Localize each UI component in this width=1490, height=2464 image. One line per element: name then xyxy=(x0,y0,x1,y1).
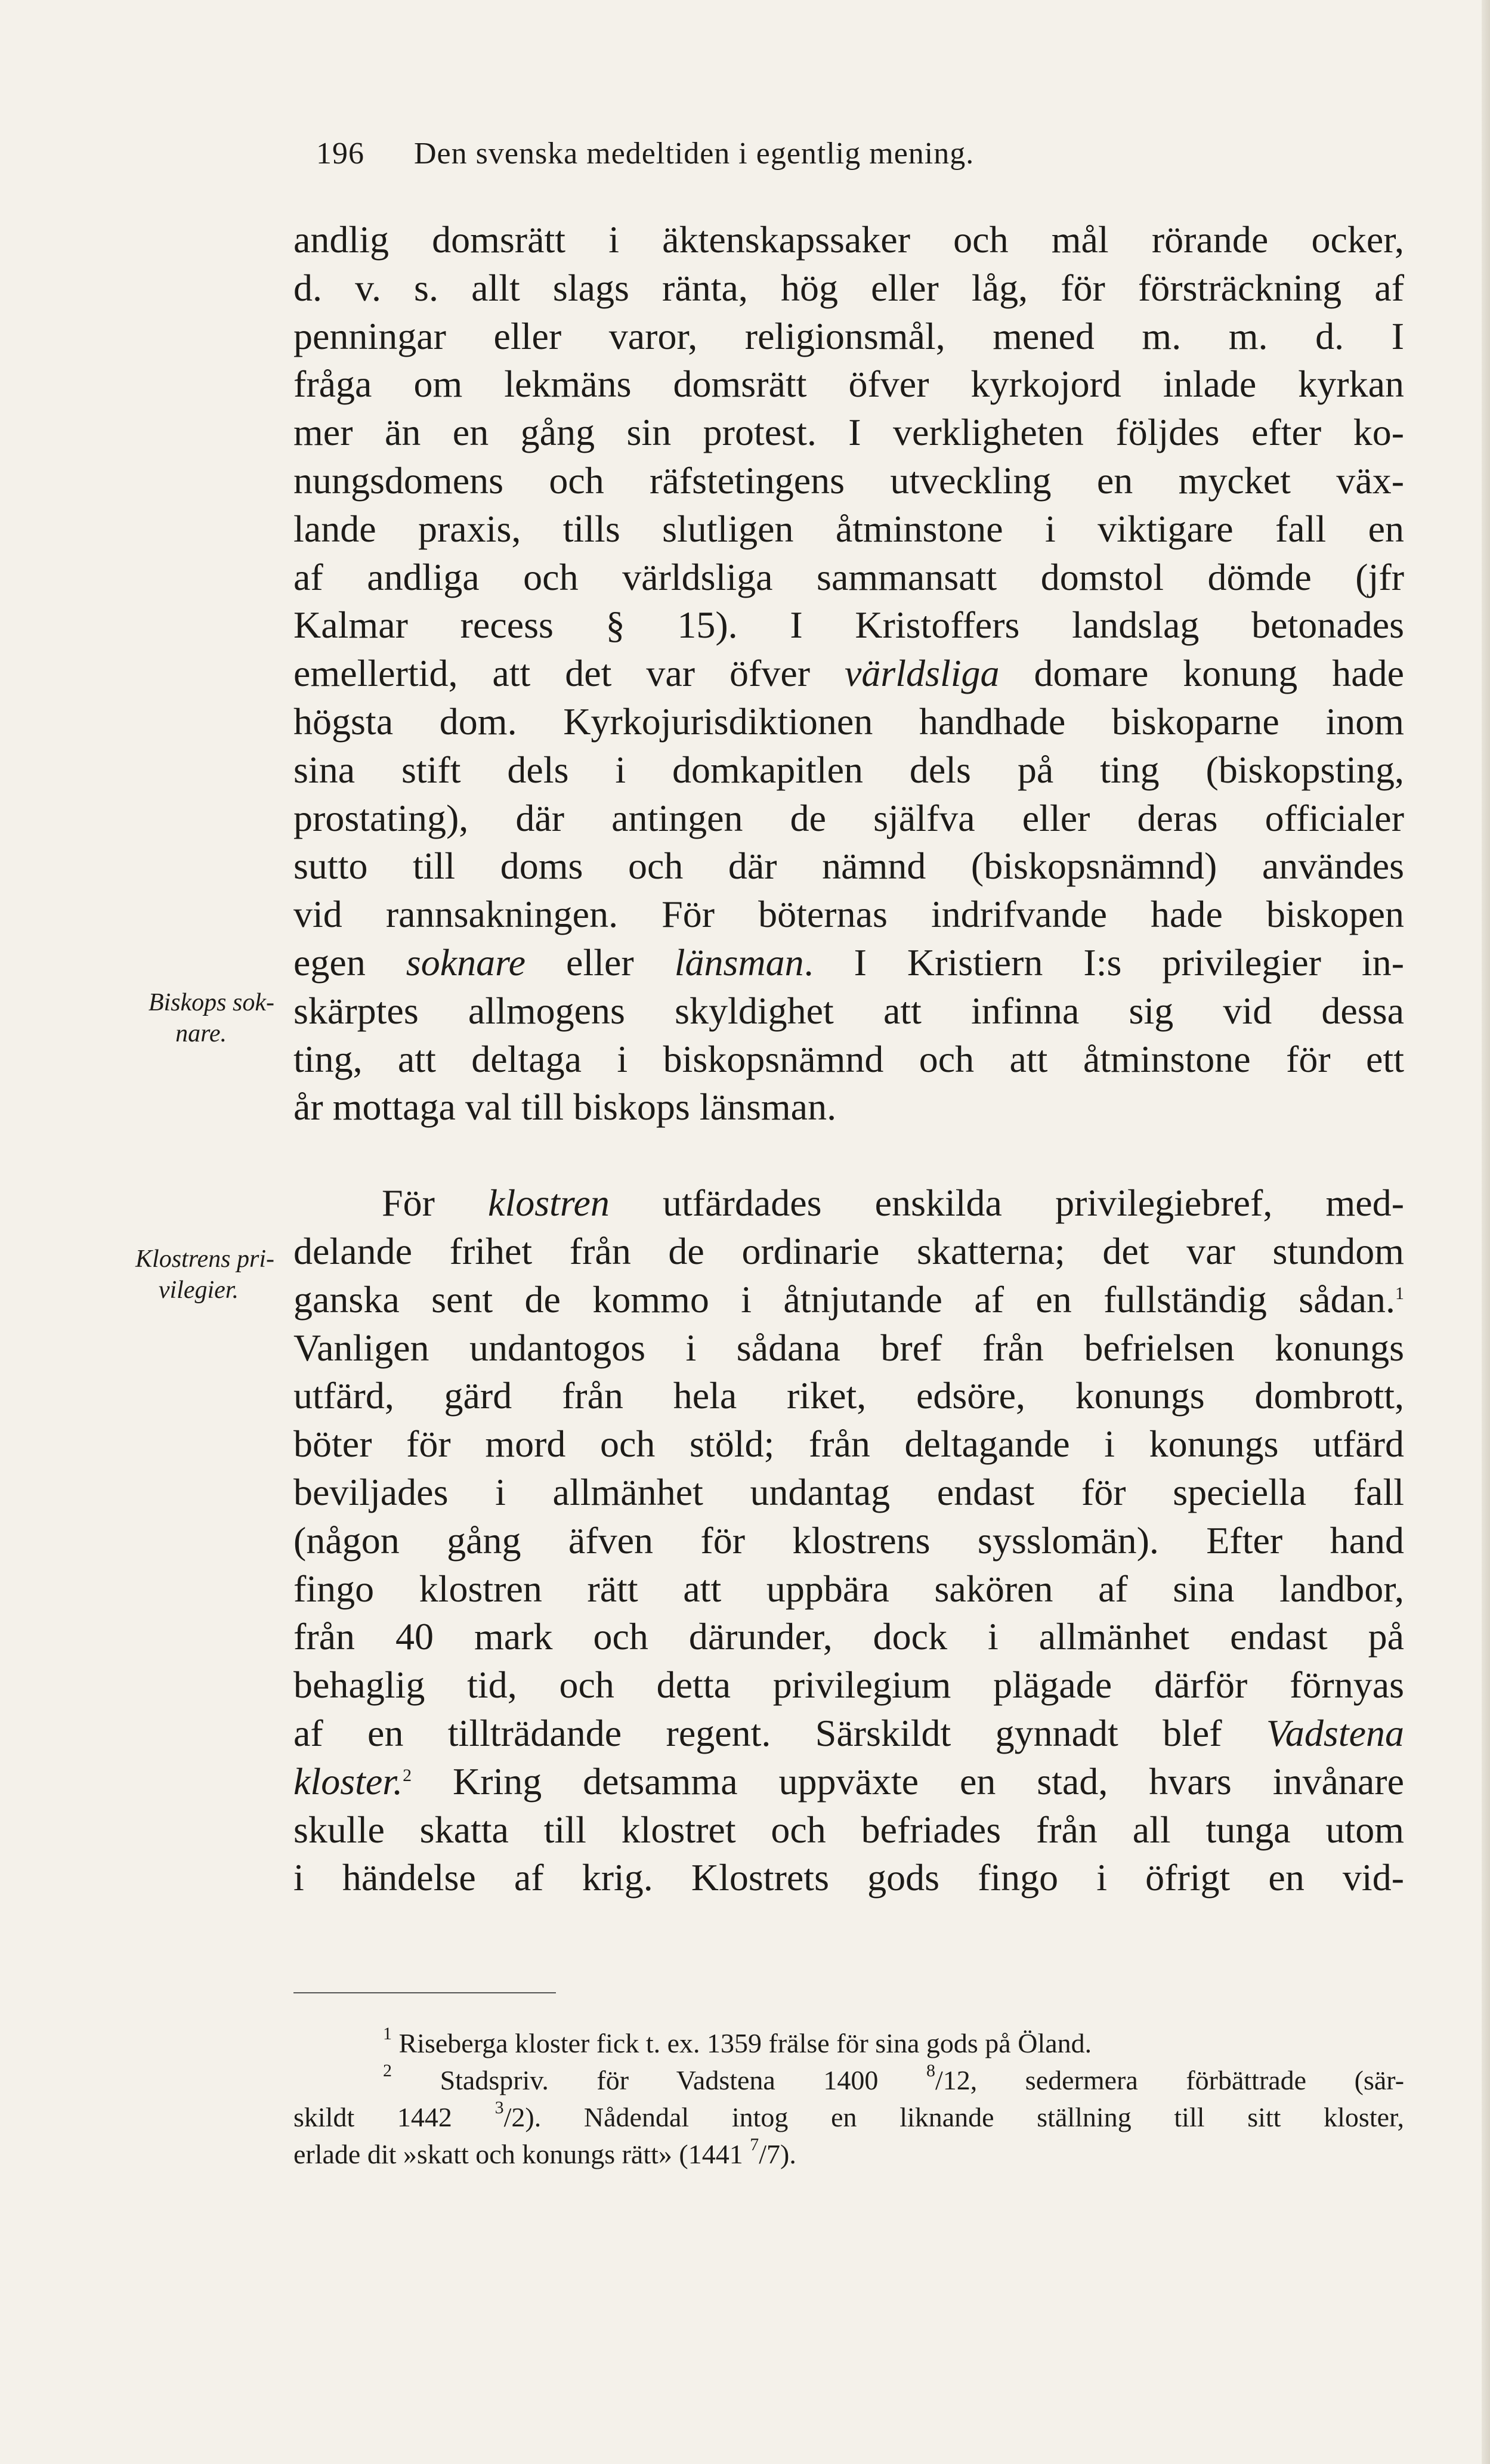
text-line: i händelse af krig. Klostrets gods fingo i öfrigt en vid- xyxy=(293,1856,1404,1899)
text-line: sutto till doms och där nämnd (biskopsnämnd) användes xyxy=(293,845,1404,888)
footnotes xyxy=(293,2025,1404,2173)
text-line: skulle skatta till klostret och befriades från all tunga utom xyxy=(293,1808,1404,1851)
page-number: 196 xyxy=(316,137,364,171)
italic-term: kloster. xyxy=(293,1760,403,1803)
footnote-ref: 1 xyxy=(1395,1283,1404,1303)
text-line: fingo klostren rätt att uppbära sakören af sina landbor, xyxy=(293,1567,1404,1610)
italic-term: världsliga xyxy=(844,652,1000,695)
text-line: sina stift dels i domkapitlen dels på ting (biskopsting, xyxy=(293,748,1404,791)
text-line: emellertid, att det var öfver världsliga domare konung hade xyxy=(293,652,1404,695)
text-line: år mottaga val till biskops länsman. xyxy=(293,1086,837,1129)
footnote-2-end: erlade dit »skatt och konungs rätt» (1441 $^7$/7). xyxy=(293,2135,796,2169)
text-line: För klostren utfärdades enskilda privilegiebref, med- xyxy=(382,1182,1405,1225)
text-line: egen soknare eller länsman. I Kristiern I:s privilegier in- xyxy=(293,941,1404,984)
text-line: vid rannsakningen. För böternas indrifvande hade biskopen xyxy=(293,893,1404,936)
text-line: skärptes allmogens skyldighet att infinna sig vid dessa xyxy=(293,989,1404,1032)
text-line: delande frihet från de ordinarie skatterna; det var stundom xyxy=(293,1229,1404,1272)
main-text xyxy=(293,216,1404,1902)
running-header xyxy=(316,136,974,171)
text-line: utfärd, gärd från hela riket, edsöre, konungs dombrott, xyxy=(293,1374,1404,1417)
text-line: högsta dom. Kyrkojurisdiktionen handhade biskoparne inom xyxy=(293,700,1404,743)
text-line: af andliga och världsliga sammansatt domstol dömde (jfr xyxy=(293,555,1404,598)
text-line: ganska sent de kommo i åtnjutande af en fullständig sådan.$^1$ xyxy=(293,1278,1404,1321)
text-line: mer än en gång sin protest. I verkligheten följdes efter ko- xyxy=(293,411,1404,454)
italic-term: soknare xyxy=(406,941,526,984)
page-edge xyxy=(1482,0,1490,2464)
italic-term: länsman xyxy=(674,941,804,984)
running-title: Den svenska medeltiden i egentlig mening. xyxy=(414,137,975,171)
footnote-1: $^1$ Riseberga kloster fick t. ex. 1359 frälse för sina gods på Öland. xyxy=(383,2024,1092,2058)
text-line: beviljades i allmänhet undantag endast för speciella fall xyxy=(293,1470,1404,1513)
italic-term: Vadstena xyxy=(1266,1711,1404,1754)
margin-note-klostrens: Klostrens pri- vilegier. xyxy=(135,1245,274,1304)
footnote-2-cont: skildt 1442 $^3$/2). Nådendal intog en liknande ställning till sitt kloster, xyxy=(293,2098,1404,2132)
text-line: Vanligen undantogos i sådana bref från befrielsen konungs xyxy=(293,1326,1404,1369)
text-line: ting, att deltaga i biskopsnämnd och att åtminstone för ett xyxy=(293,1037,1404,1080)
text-line: penningar eller varor, religionsmål, mened m. m. d. I xyxy=(293,314,1404,357)
text-line: kloster.$^2$ Kring detsamma uppväxte en stad, hvars invånare xyxy=(293,1760,1405,1803)
text-line: behaglig tid, och detta privilegium plägade därför förnyas xyxy=(293,1664,1404,1706)
footnote-ref: 2 xyxy=(403,1765,412,1785)
text-line: Kalmar recess § 15). I Kristoffers landslag betonades xyxy=(293,604,1404,647)
italic-term: klostren xyxy=(488,1182,610,1225)
text-line: fråga om lekmäns domsrätt öfver kyrkojord inlade kyrkan xyxy=(293,363,1404,406)
text-line: nungsdomens och räfstetingens utveckling en mycket väx- xyxy=(293,459,1404,502)
text-line: af en tillträdande regent. Särskildt gynnadt blef Vadstena xyxy=(293,1711,1404,1754)
text-line: (någon gång äfven för klostrens sysslomän). Efter hand xyxy=(293,1519,1404,1562)
text-line: böter för mord och stöld; från deltagande i konungs utfärd xyxy=(293,1423,1404,1466)
text-line: från 40 mark och därunder, dock i allmänhet endast på xyxy=(293,1615,1404,1658)
text-line: prostating), där antingen de själfva eller deras officialer xyxy=(293,796,1404,839)
text-line: andlig domsrätt i äktenskapssaker och mål rörande ocker, xyxy=(293,218,1404,261)
footnote-2: $^2$ Stadspriv. för Vadstena 1400 $^8$/12, sedermera förbättrade (sär- xyxy=(383,2061,1405,2095)
margin-note-biskops: Biskops sok- nare. xyxy=(148,989,274,1047)
footnote-divider xyxy=(293,1992,556,1993)
text-line: d. v. s. allt slags ränta, hög eller låg, för försträckning af xyxy=(293,266,1404,309)
text-line: lande praxis, tills slutligen åtminstone i viktigare fall en xyxy=(293,507,1404,550)
